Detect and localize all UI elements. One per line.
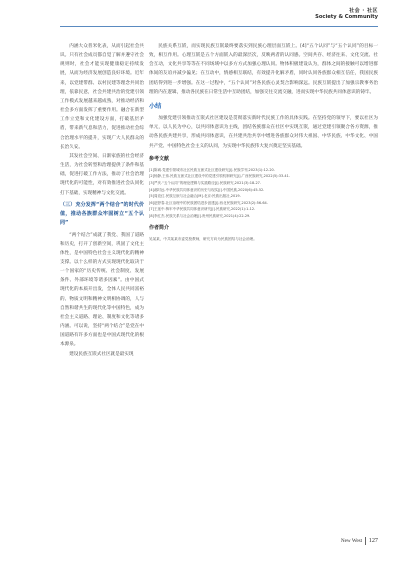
section-title-zh: 社会 · 社区	[349, 8, 378, 14]
right-paragraph-1: 民族关系互嵌，而实现民族互嵌最终要落实到民族心理层面互嵌上。[4]“五个认同”与“五个认同”的目标一致，相互作用。心理互嵌是五个方面嵌入的最深层次，反映两者的认同感。空间共存、经济往来、文化交流、社会互动，文化共享等等在不同场域中以多方方式加强心理认同。物体积极建设认为，群体之间的接触可以增进群体间的友谊并减少偏见；在互动中，情感相互联结，有效提升化解矛盾，同时认同各族群众相互信任，我国民族团结得到进一步增强。在这一过程中，“五个认同”对各民族心灵契合影响深远。民族互嵌提出了加强宗教事务治理的内在逻辑，推动各民族在日常生活中互助团结，加强交往交流交融，进而实现中华民族共同体意识的铸牢。	[149, 44, 378, 95]
author-bio-heading: 作者简介	[149, 224, 170, 231]
references-list	[149, 167, 378, 220]
reference-item: [6]赵野春.社区治理中的民族团结进步创建[J].西北民族研究,2023(2):56-64.	[149, 200, 268, 205]
left-paragraph-2: 其发社会空间、日渐家族的社会经济生活，为社会转型和治理提供了条件和基础，促进打破工作方法，推动了社会治理现代化的可能性，对有效推进社会认同化打下基础，实现精神与文化交流。	[60, 153, 144, 196]
journal-name: New West	[340, 538, 363, 545]
left-paragraph-4: 建设民族互嵌式社区就是最实现	[69, 351, 134, 357]
reference-item: [8]李红杰.民族关系与社会治理[J].贵州民族研究,2021(4):22-29.	[149, 214, 251, 219]
footer-divider	[365, 537, 366, 545]
summary-heading: 小结	[149, 102, 162, 110]
left-paragraph-3: “两个结合”成就了我党、我国了道路和历史，打开了创新空间，巩固了文化主体性，是中国特色社会主义现代化的精神支撑。以十么样的方式实现现代化取决于一个国家的“历史传统、社会制度、发展条件、外部环境等诸多因素”。由中国式现代化的本质开出发，全体人民共同富裕的、物质文明和精神文明相协调的，人与自然和谐共生的现代化等中国特色，成为社会主义道路、理论、制度和文化等诸多内涵。可以说，坚持“两个结合”是党在中国道路有许多方面也是中国式现代化的根本源泉。	[60, 232, 144, 348]
author-bio: 吴某某，中共某某市委党校教师，研究方向为民族团结与社会治理。	[149, 236, 257, 241]
left-column	[60, 42, 144, 359]
page-header	[315, 7, 378, 20]
right-paragraph-2: 加强党建引领推动互嵌式社区建设是贯彻落实新时代民族工作的具体实践。在坚持党的领导下，要以社区为单元，以人民为中心，以共同体意识为主线，团结各族群众在社区中实现互嵌，通过党建引领聚合各方资源，推动各民族共建共享，形成共同体意识，在共建共治共享中增进各族群众对伟大祖国、中华民族、中华文化、中国共产党、中国特色社会主义的认同，为实现中华民族伟大复兴奠定坚实基础。	[149, 116, 378, 149]
reference-item: [2]杨静,王伟.民族互嵌式社区建设中的党建引领机制研究[J].广西民族研究,2022(5):33-41.	[149, 174, 290, 179]
header-rule	[60, 26, 378, 27]
reference-item: [4]郝时远.中华民族共同体意识的历史与现实[J].中国民族,2020(6):45-52.	[149, 187, 265, 192]
reference-item: [5]周竞红.民族互嵌与社会融合[M].北京:民族出版社,2019.	[149, 194, 241, 199]
page-number: 127	[368, 537, 378, 545]
section-heading-3: （三）充分发挥“两个结合”的时代价值，推动各族群众牢固树立“五个认同”	[60, 201, 144, 227]
section-title-en: Society & Community	[315, 14, 378, 20]
page-footer	[341, 537, 378, 545]
reference-item: [7]王延中.铸牢中华民族共同体意识研究[J].民族研究,2022(1):1-12.	[149, 207, 256, 212]
right-column	[149, 42, 378, 242]
left-paragraph-1: 内涵大众普米化表，从而引起社会共识。只有社会成员都自觉了解并遵守社会规则时，社会才能实现健康稳定持续发展，从而为经济发展创造良好环境。近年来，以党建带群、以村民建等理念共同治理，依靠民意，社会共建共治的党建引领工作模式发展越来越成熟，对推动经济和社会多方面发挥了重要作用。融合在新型工作立党和文化建设方面，打破基层矛盾，带来新气息和活力，促进推动社会综合治理水平的提升，实现广大人民群众的长治久安。	[60, 44, 144, 150]
reference-item: [1]陈诚.党建引领城市社区民族互嵌式社区建设研究[J].民族学刊,2023(1):12-20.	[149, 167, 275, 172]
reference-item: [3]严庆.“五个认同”的理论逻辑与实践路径[J].民族研究,2021(3):18-27.	[149, 181, 262, 186]
references-heading: 参考文献	[149, 155, 170, 162]
